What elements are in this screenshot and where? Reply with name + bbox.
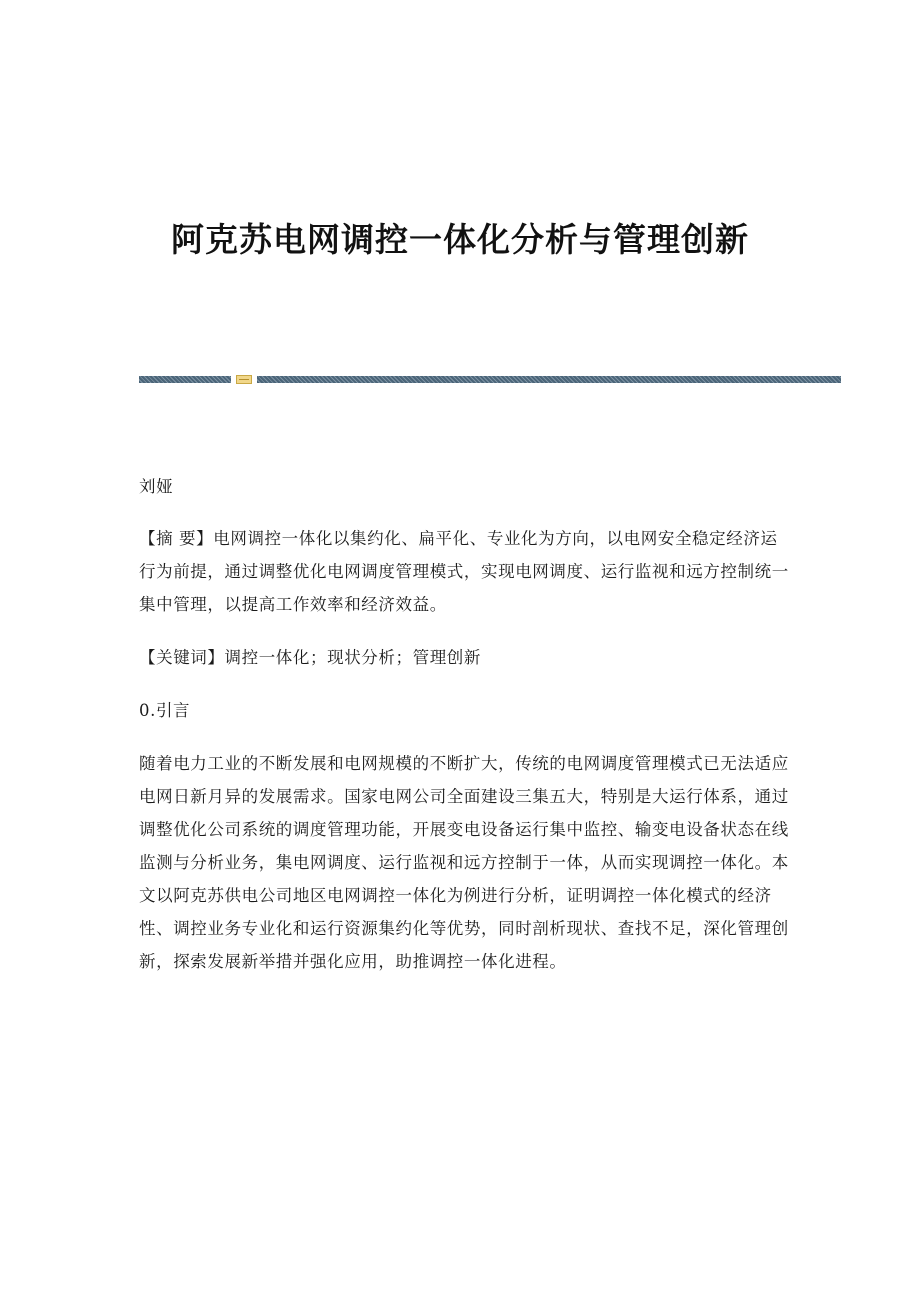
section-heading-introduction: 0.引言: [139, 701, 191, 720]
keywords-label: 【关键词】: [139, 648, 225, 667]
divider-ornament-icon: [236, 375, 252, 384]
title-divider: [139, 375, 841, 385]
document-body: [139, 470, 789, 978]
divider-bar-right: [257, 376, 841, 383]
keywords-paragraph: [139, 641, 789, 674]
abstract-text: 电网调控一体化以集约化、扁平化、专业化为方向，以电网安全稳定经济运行为前提，通过调整优化电网调度管理模式，实现电网调度、运行监视和远方控制统一集中管理，以提高工作效率和经济效益。: [139, 529, 789, 614]
keywords-text: 调控一体化；现状分析；管理创新: [224, 648, 481, 667]
divider-bar-left: [139, 376, 231, 383]
introduction-paragraph: 随着电力工业的不断发展和电网规模的不断扩大，传统的电网调度管理模式已无法适应电网日新月异的发展需求。国家电网公司全面建设三集五大，特别是大运行体系，通过调整优化公司系统的调度管理功能，开展变电设备运行集中监控、输变电设备状态在线监测与分析业务，集电网调度、运行监视和远方控制于一体，从而实现调控一体化。本文以阿克苏供电公司地区电网调控一体化为例进行分析，证明调控一体化模式的经济性、调控业务专业化和运行资源集约化等优势，同时剖析现状、查找不足，深化管理创新，探索发展新举措并强化应用，助推调控一体化进程。: [139, 754, 789, 971]
document-title: 阿克苏电网调控一体化分析与管理创新: [171, 220, 749, 259]
abstract-label: 【摘 要】: [139, 529, 214, 548]
author-name: 刘娅: [139, 477, 174, 496]
abstract-paragraph: [139, 522, 789, 621]
